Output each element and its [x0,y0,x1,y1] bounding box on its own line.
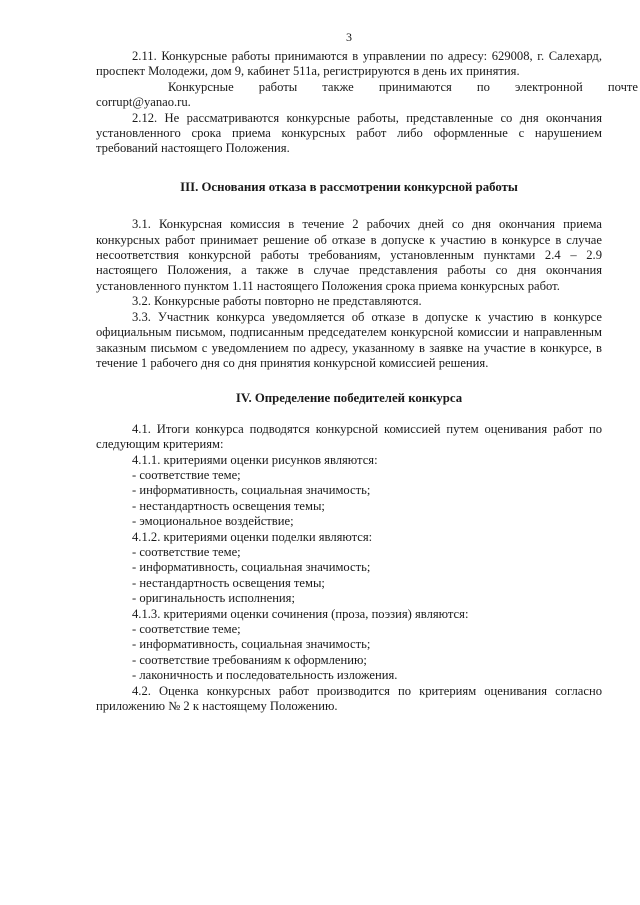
paragraph-3-1: 3.1. Конкурсная комиссия в течение 2 рабочих дней со дня окончания приема конкурсных работ принимает решение об отказе в допуске к участию в конкурсе в случае несоответствия конкурсной работы требованиям, установленным пунктами 2.4 – 2.9 настоящего Положения, а также в случае представления работы со дня окончания установленного пунктом 1.11 настоящего Положения срока приема конкурсных работ. [96,217,602,293]
page-number: 3 [346,30,352,44]
paragraph-email-lead [96,79,638,95]
list-item: - соответствие требованиям к оформлению; [132,652,367,667]
list-item: - нестандартность освещения темы; [132,498,325,513]
paragraph-4-1: 4.1. Итоги конкурса подводятся конкурсной комиссией путем оценивания работ по следующим критериям: [96,421,602,452]
criteria-4-1-2: 4.1.2. критериями оценки поделки являются: [132,529,373,544]
list-item: - эмоциональное воздействие; [132,514,294,529]
paragraph-2-12: 2.12. Не рассматриваются конкурсные работы, представленные со дня окончания установленного срока приема конкурсных работ либо оформленные с нарушением требований настоящего Положения. [96,110,602,156]
list-item: - соответствие теме; [132,544,241,559]
list-item: - оригинальность исполнения; [132,591,295,606]
criteria-4-1-3: 4.1.3. критериями оценки сочинения (проза, поэзия) являются: [132,606,469,621]
list-item: - информативность, социальная значимость; [132,637,371,652]
email-address: corrupt@yanao.ru. [96,95,191,110]
criteria-4-1-1: 4.1.1. критериями оценки рисунков являются: [132,452,378,467]
paragraph-3-3: 3.3. Участник конкурса уведомляется об отказе в допуске к участию в конкурсе официальным письмом, подписанным председателем конкурсной комиссии и направленным заказным письмом с уведомлением по адресу, указанному в заявке на участие в конкурсе, в течение 1 рабочего дня со дня принятия конкурсной комиссией решения. [96,309,602,370]
paragraph-4-2: 4.2. Оценка конкурсных работ производится по критериям оценивания согласно приложению № 2 к настоящему Положению. [96,683,602,714]
section-4-title: IV. Определение победителей конкурса [235,391,463,406]
list-item: - информативность, социальная значимость; [132,483,371,498]
list-item: - соответствие теме; [132,622,241,636]
page-content [96,49,638,714]
list-item: - соответствие теме; [132,467,241,482]
paragraph-2-11: 2.11. Конкурсные работы принимаются в управлении по адресу: 629008, г. Салехард, проспект Молодежи, дом 9, кабинет 511а, регистрируются в день их принятия. [96,49,602,79]
email-lead-text: Конкурсные работы также принимаются по электронной почте [168,79,638,94]
list-item: - нестандартность освещения темы; [132,575,325,590]
list-item: - лаконичность и последовательность изложения. [132,668,398,683]
list-item: - информативность, социальная значимость; [132,560,371,575]
paragraph-3-2: 3.2. Конкурсные работы повторно не представляются. [132,294,422,309]
section-3-title: III. Основания отказа в рассмотрении конкурсной работы [180,179,518,194]
